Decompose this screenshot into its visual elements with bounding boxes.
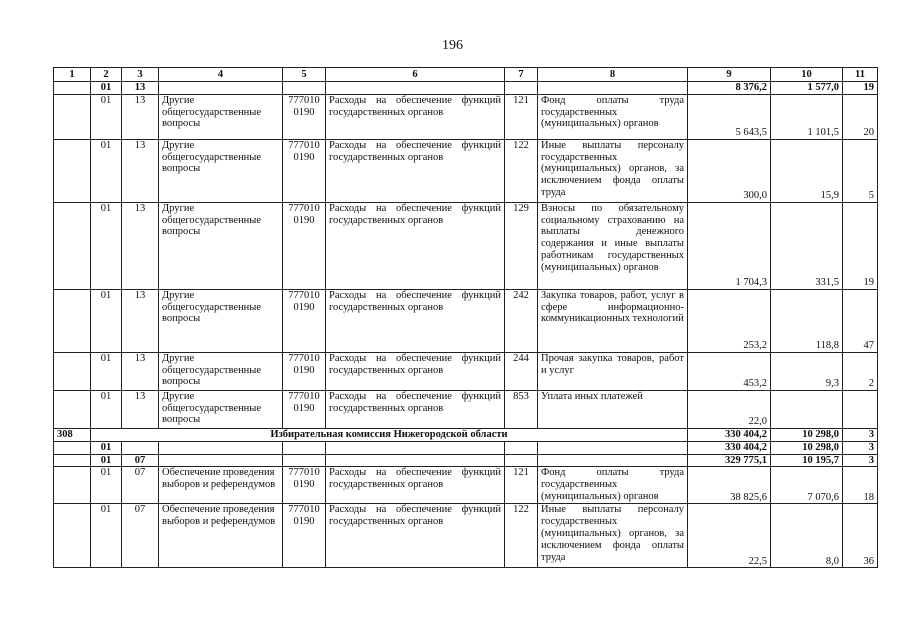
cell-percent-11: 3 xyxy=(843,428,878,441)
cell-col-4 xyxy=(159,82,283,95)
table-row xyxy=(54,390,878,428)
cell-percent-11 xyxy=(843,390,878,428)
cell-code-2: 01 xyxy=(91,139,122,202)
cell-percent-11: 3 xyxy=(843,441,878,454)
cell-amount-10: 1 101,5 xyxy=(771,94,843,139)
cell-expense-type-name: Фонд оплаты труда государственных (муниципальных) органов xyxy=(538,467,688,504)
cell-expense-type-name: Уплата иных платежей xyxy=(538,390,688,428)
column-header-7: 7 xyxy=(505,68,538,82)
cell-amount-9: 22,5 xyxy=(688,504,771,568)
column-header-2: 2 xyxy=(91,68,122,82)
cell-col-8 xyxy=(538,82,688,95)
cell-code-2: 01 xyxy=(91,82,122,95)
cell-amount-9: 453,2 xyxy=(688,352,771,390)
cell-percent-11: 18 xyxy=(843,467,878,504)
cell-code-3 xyxy=(122,441,159,454)
cell-expense-type: 853 xyxy=(505,390,538,428)
cell-expense-type: 122 xyxy=(505,504,538,568)
cell-amount-10: 8,0 xyxy=(771,504,843,568)
cell-target-article: 777010 0190 xyxy=(283,467,326,504)
column-header-10: 10 xyxy=(771,68,843,82)
cell-target-article: 777010 0190 xyxy=(283,390,326,428)
cell-code-2: 01 xyxy=(91,289,122,352)
table-row xyxy=(54,82,878,95)
cell-article-name: Расходы на обеспечение функций государственных органов xyxy=(326,94,505,139)
cell-expense-type-name: Фонд оплаты труда государственных (муниципальных) органов xyxy=(538,94,688,139)
cell-amount-9: 330 404,2 xyxy=(688,441,771,454)
cell-target-article: 777010 0190 xyxy=(283,352,326,390)
cell-amount-10: 9,3 xyxy=(771,352,843,390)
cell-code-1: 308 xyxy=(54,428,91,441)
cell-col-6 xyxy=(326,82,505,95)
cell-code-1 xyxy=(54,139,91,202)
cell-article-name: Расходы на обеспечение функций государственных органов xyxy=(326,289,505,352)
table-row xyxy=(54,352,878,390)
cell-expense-type: 122 xyxy=(505,139,538,202)
cell-code-3: 13 xyxy=(122,289,159,352)
cell-col-7 xyxy=(505,82,538,95)
table-row xyxy=(54,202,878,289)
cell-code-3: 13 xyxy=(122,352,159,390)
section-title: Избирательная комиссия Нижегородской области xyxy=(91,428,688,441)
cell-percent-11: 5 xyxy=(843,139,878,202)
cell-amount-10: 7 070,6 xyxy=(771,467,843,504)
cell-col-6 xyxy=(326,454,505,467)
cell-section-name: Другие общегосударственные вопросы xyxy=(159,352,283,390)
cell-code-3: 13 xyxy=(122,390,159,428)
cell-code-1 xyxy=(54,352,91,390)
cell-code-2: 01 xyxy=(91,202,122,289)
column-header-6: 6 xyxy=(326,68,505,82)
cell-amount-9: 38 825,6 xyxy=(688,467,771,504)
cell-amount-9: 5 643,5 xyxy=(688,94,771,139)
cell-col-7 xyxy=(505,454,538,467)
cell-percent-11: 19 xyxy=(843,82,878,95)
column-header-3: 3 xyxy=(122,68,159,82)
column-header-11: 11 xyxy=(843,68,878,82)
table-row xyxy=(54,428,878,441)
cell-percent-11: 2 xyxy=(843,352,878,390)
cell-target-article: 777010 0190 xyxy=(283,202,326,289)
cell-code-2: 01 xyxy=(91,467,122,504)
cell-article-name: Расходы на обеспечение функций государственных органов xyxy=(326,352,505,390)
cell-target-article: 777010 0190 xyxy=(283,139,326,202)
table-row xyxy=(54,139,878,202)
cell-code-3: 07 xyxy=(122,454,159,467)
cell-section-name: Другие общегосударственные вопросы xyxy=(159,289,283,352)
cell-code-1 xyxy=(54,94,91,139)
cell-amount-10: 10 298,0 xyxy=(771,441,843,454)
cell-col-5 xyxy=(283,454,326,467)
cell-section-name: Другие общегосударственные вопросы xyxy=(159,94,283,139)
cell-amount-10: 1 577,0 xyxy=(771,82,843,95)
cell-percent-11: 3 xyxy=(843,454,878,467)
table-row xyxy=(54,289,878,352)
cell-amount-9: 329 775,1 xyxy=(688,454,771,467)
cell-expense-type: 242 xyxy=(505,289,538,352)
cell-code-2: 01 xyxy=(91,94,122,139)
cell-percent-11: 19 xyxy=(843,202,878,289)
column-header-8: 8 xyxy=(538,68,688,82)
column-header-5: 5 xyxy=(283,68,326,82)
cell-percent-11: 36 xyxy=(843,504,878,568)
cell-article-name: Расходы на обеспечение функций государственных органов xyxy=(326,139,505,202)
cell-amount-10: 10 195,7 xyxy=(771,454,843,467)
cell-col-6 xyxy=(326,441,505,454)
cell-code-1 xyxy=(54,82,91,95)
cell-section-name: Другие общегосударственные вопросы xyxy=(159,202,283,289)
cell-expense-type: 129 xyxy=(505,202,538,289)
cell-code-2: 01 xyxy=(91,504,122,568)
cell-amount-10: 15,9 xyxy=(771,139,843,202)
cell-amount-9: 253,2 xyxy=(688,289,771,352)
cell-code-1 xyxy=(54,202,91,289)
header-row xyxy=(54,68,878,82)
cell-amount-9: 330 404,2 xyxy=(688,428,771,441)
cell-col-7 xyxy=(505,441,538,454)
table-row xyxy=(54,441,878,454)
cell-article-name: Расходы на обеспечение функций государственных органов xyxy=(326,390,505,428)
cell-expense-type-name: Иные выплаты персоналу государственных (муниципальных) органов, за исключением фонда оплаты труда xyxy=(538,504,688,568)
cell-expense-type: 121 xyxy=(505,94,538,139)
cell-code-3: 07 xyxy=(122,504,159,568)
cell-col-8 xyxy=(538,441,688,454)
cell-code-2: 01 xyxy=(91,390,122,428)
cell-amount-10: 118,8 xyxy=(771,289,843,352)
cell-section-name: Обеспечение проведения выборов и референдумов xyxy=(159,504,283,568)
table-row xyxy=(54,94,878,139)
cell-expense-type-name: Взносы по обязательному социальному страхованию на выплаты денежного содержания и иные выплаты работникам государственных (муниципальных) органов xyxy=(538,202,688,289)
cell-percent-11: 47 xyxy=(843,289,878,352)
cell-section-name: Обеспечение проведения выборов и референдумов xyxy=(159,467,283,504)
cell-expense-type-name: Закупка товаров, работ, услуг в сфере информационно-коммуникационных технологий xyxy=(538,289,688,352)
cell-amount-9: 22,0 xyxy=(688,390,771,428)
cell-expense-type: 121 xyxy=(505,467,538,504)
cell-code-1 xyxy=(54,289,91,352)
cell-code-1 xyxy=(54,504,91,568)
cell-code-3: 13 xyxy=(122,139,159,202)
cell-col-5 xyxy=(283,82,326,95)
cell-code-3: 07 xyxy=(122,467,159,504)
cell-code-1 xyxy=(54,390,91,428)
budget-table xyxy=(53,67,878,568)
column-header-1: 1 xyxy=(54,68,91,82)
cell-section-name: Другие общегосударственные вопросы xyxy=(159,390,283,428)
cell-target-article: 777010 0190 xyxy=(283,289,326,352)
cell-article-name: Расходы на обеспечение функций государственных органов xyxy=(326,504,505,568)
cell-percent-11: 20 xyxy=(843,94,878,139)
table-row xyxy=(54,454,878,467)
cell-code-1 xyxy=(54,441,91,454)
cell-section-name: Другие общегосударственные вопросы xyxy=(159,139,283,202)
cell-expense-type-name: Прочая закупка товаров, работ и услуг xyxy=(538,352,688,390)
cell-target-article: 777010 0190 xyxy=(283,504,326,568)
cell-amount-10 xyxy=(771,390,843,428)
cell-amount-9: 8 376,2 xyxy=(688,82,771,95)
column-header-9: 9 xyxy=(688,68,771,82)
column-header-4: 4 xyxy=(159,68,283,82)
cell-col-5 xyxy=(283,441,326,454)
cell-col-4 xyxy=(159,454,283,467)
cell-amount-10: 331,5 xyxy=(771,202,843,289)
cell-expense-type-name: Иные выплаты персоналу государственных (муниципальных) органов, за исключением фонда оплаты труда xyxy=(538,139,688,202)
cell-code-1 xyxy=(54,467,91,504)
cell-expense-type: 244 xyxy=(505,352,538,390)
page-number: 196 xyxy=(442,38,463,53)
cell-code-3: 13 xyxy=(122,82,159,95)
cell-code-3: 13 xyxy=(122,202,159,289)
cell-article-name: Расходы на обеспечение функций государственных органов xyxy=(326,467,505,504)
table-row xyxy=(54,504,878,568)
cell-amount-9: 1 704,3 xyxy=(688,202,771,289)
cell-col-8 xyxy=(538,454,688,467)
cell-code-2: 01 xyxy=(91,441,122,454)
cell-article-name: Расходы на обеспечение функций государственных органов xyxy=(326,202,505,289)
cell-code-1 xyxy=(54,454,91,467)
cell-amount-9: 300,0 xyxy=(688,139,771,202)
cell-code-2: 01 xyxy=(91,352,122,390)
cell-code-3: 13 xyxy=(122,94,159,139)
cell-code-2: 01 xyxy=(91,454,122,467)
cell-amount-10: 10 298,0 xyxy=(771,428,843,441)
cell-target-article: 777010 0190 xyxy=(283,94,326,139)
cell-col-4 xyxy=(159,441,283,454)
table-row xyxy=(54,467,878,504)
